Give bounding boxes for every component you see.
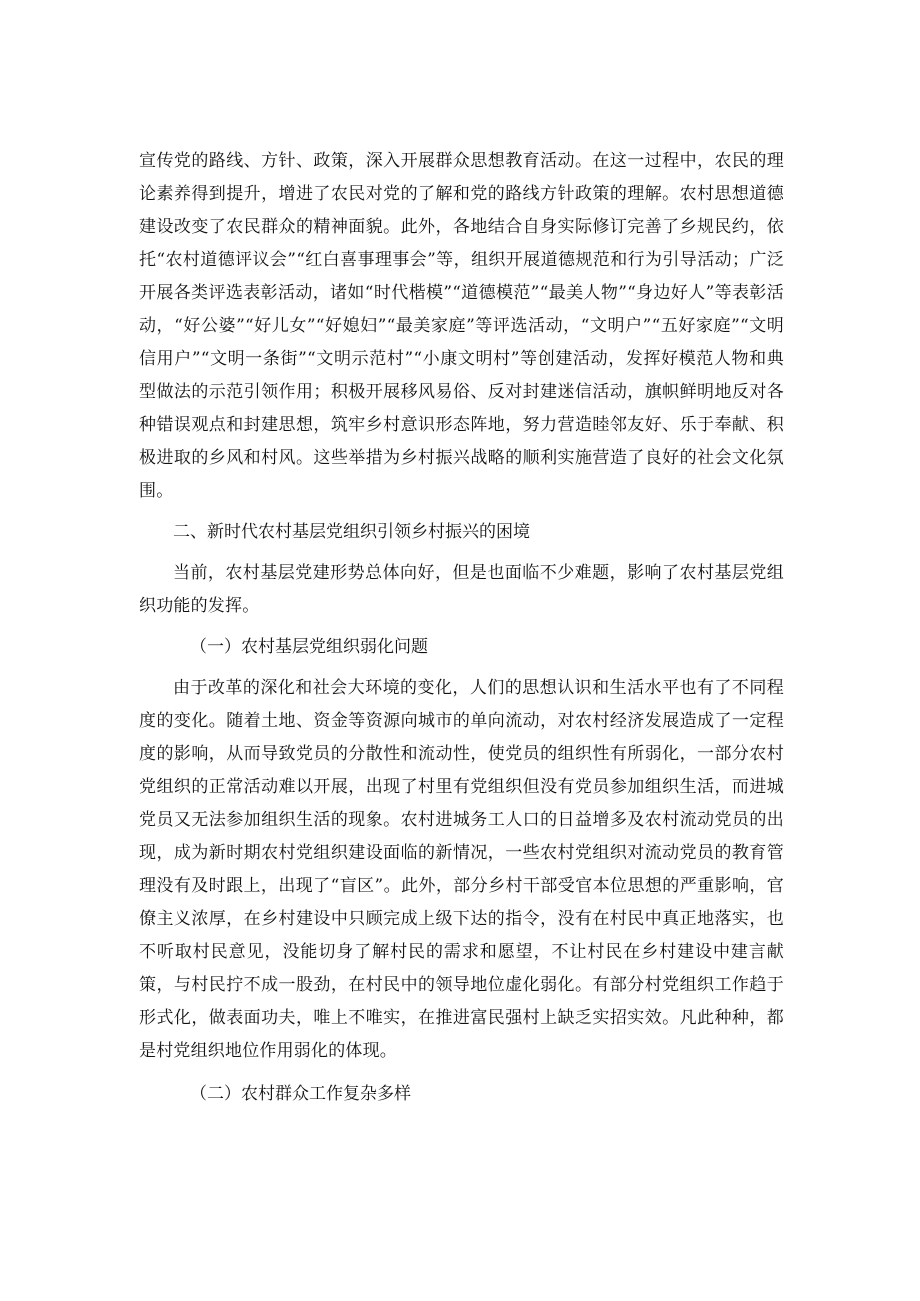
document-body [139,145,784,1111]
paragraph-cultural-construction: 宣传党的路线、方针、政策，深入开展群众思想教育活动。在这一过程中，农民的理论素养得到提升，增进了农民对党的了解和党的路线方针政策的理解。农村思想道德建设改变了农民群众的精神面貌。此外，各地结合自身实际修订完善了乡规民约，依托“农村道德评议会”“红白喜事理事会”等，组织开展道德规范和行为引导活动；广泛开展各类评选表彰活动，诸如“时代楷模”“道德模范”“最美人物”“身边好人”等表彰活动，“好公婆”“好儿女”“好媳妇”“最美家庭”等评选活动，“文明户”“五好家庭”“文明信用户”“文明一条街”“文明示范村”“小康文明村”等创建活动，发挥好模范人物和典型做法的示范引领作用；积极开展移风易俗、反对封建迷信活动，旗帜鲜明地反对各种错误观点和封建思想，筑牢乡村意识形态阵地，努力营造睦邻友好、乐于奉献、积极进取的乡风和村风。这些举措为乡村振兴战略的顺利实施营造了良好的社会文化氛围。 [139,151,784,501]
subsection-heading-mass-work: （二）农村群众工作复杂多样 [190,1084,411,1104]
paragraph-current-situation: 当前，农村基层党建形势总体向好，但是也面临不少难题，影响了农村基层党组织功能的发挥。 [139,563,784,616]
subsection-heading-weakening: （一）农村基层党组织弱化问题 [190,637,428,657]
section-heading-dilemma: 二、新时代农村基层党组织引领乡村振兴的困境 [173,522,530,542]
paragraph-weakening-details: 由于改革的深化和社会大环境的变化，人们的思想认识和生活水平也有了不同程度的变化。随着土地、资金等资源向城市的单向流动，对农村经济发展造成了一定程度的影响，从而导致党员的分散性和流动性，使党员的组织性有所弱化，一部分农村党组织的正常活动难以开展，出现了村里有党组织但没有党员参加组织生活，而进城党员又无法参加组织生活的现象。农村进城务工人口的日益增多及农村流动党员的出现，成为新时期农村党组织建设面临的新情况，一些农村党组织对流动党员的教育管理没有及时跟上，出现了“盲区”。此外，部分乡村干部受官本位思想的严重影响，官僚主义浓厚，在乡村建设中只顾完成上级下达的指令，没有在村民中真正地落实，也不听取村民意见，没能切身了解村民的需求和愿望，不让村民在乡村建设中建言献策，与村民拧不成一股劲，在村民中的领导地位虚化弱化。有部分村党组织工作趋于形式化，做表面功夫，唯上不唯实，在推进富民强村上缺乏实招实效。凡此种种，都是村党组织地位作用弱化的体现。 [139,678,784,1061]
